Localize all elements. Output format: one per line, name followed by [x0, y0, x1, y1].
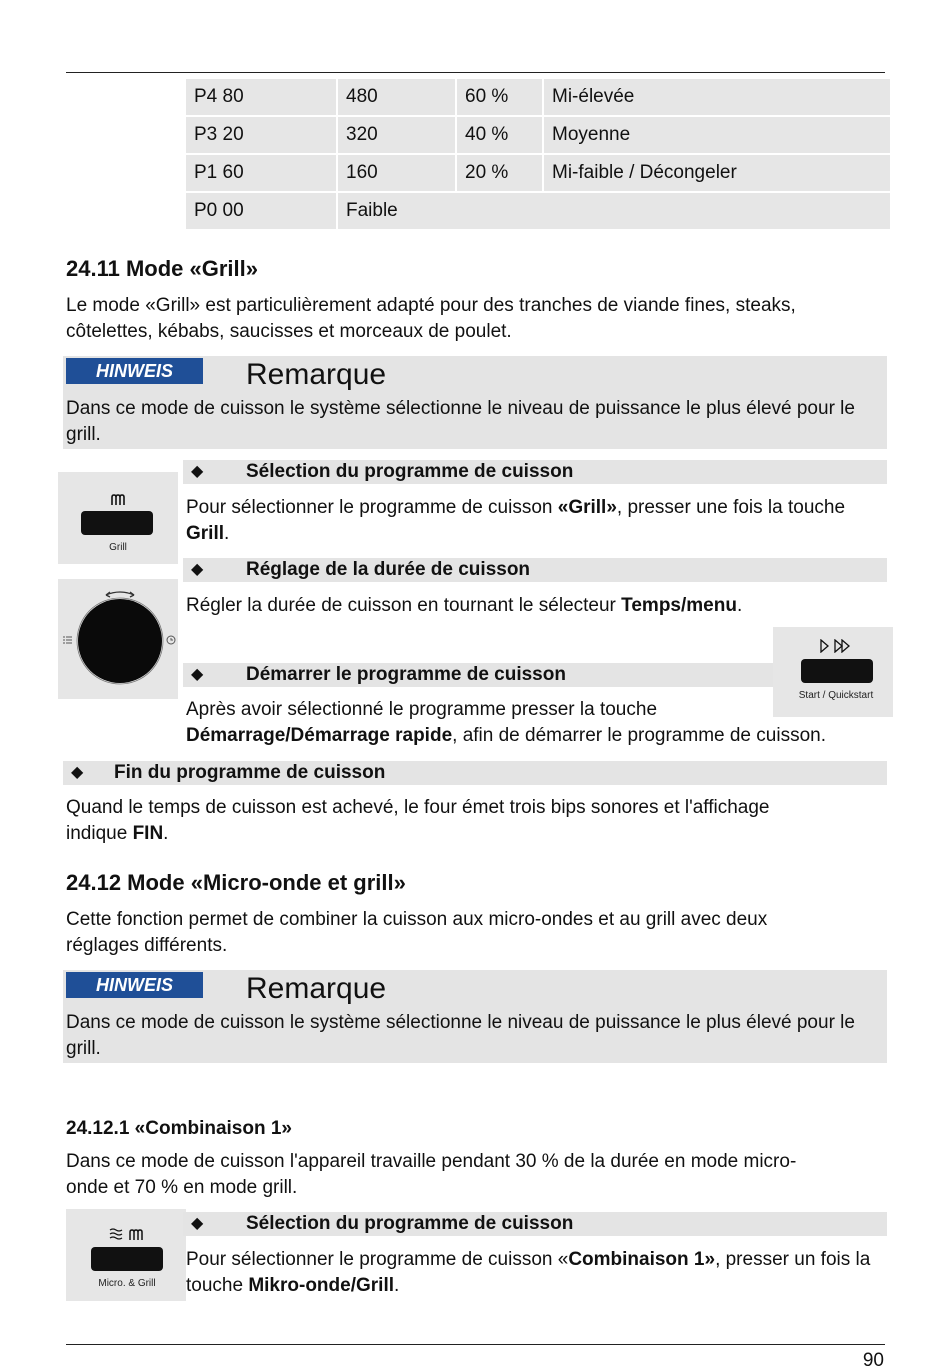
grill-icon	[110, 494, 126, 506]
note-text: Dans ce mode de cuisson le système sélectionne le niveau de puissance le plus élevé pour le grill.	[66, 398, 855, 445]
table-cell: Mi-faible / Décongeler	[544, 155, 890, 191]
text-bold: Démarrage/Démarrage rapide	[186, 725, 453, 746]
grill-intro	[66, 293, 866, 345]
text-line: réglages différents.	[66, 935, 228, 956]
table-cell: P1 60	[186, 155, 336, 191]
text-bold: Grill	[186, 523, 225, 544]
text-line: onde et 70 % en mode grill.	[66, 1177, 298, 1198]
table-cell: 480	[338, 79, 455, 115]
text-span: Pour sélectionner le programme de cuisson «	[186, 1249, 569, 1270]
hinweis-badge: HINWEIS	[66, 358, 203, 384]
page-number: 90	[862, 1350, 884, 1371]
text-bold: «Grill»	[557, 497, 617, 518]
step-bar-end-program	[63, 761, 887, 785]
note-title: Remarque	[246, 972, 387, 1005]
grill-intro-line-1: Le mode «Grill» est particulièrement adapté pour des tranches de viande fines, steaks,	[66, 295, 796, 316]
grill-intro-line-2: côtelettes, kébabs, saucisses et morceaux de poulet.	[66, 321, 512, 342]
step-bar-start-program	[183, 663, 774, 687]
section-heading-grill: 24.11 Mode «Grill»	[66, 256, 258, 281]
table-cell: 320	[338, 117, 455, 153]
text-span: , presser une fois la touche	[616, 497, 846, 518]
table-row	[186, 155, 890, 191]
step-bar-select-program-combo	[183, 1212, 887, 1236]
table-cell: P3 20	[186, 117, 336, 153]
note-box-micro-grill	[63, 970, 887, 1063]
step-text-select-program	[186, 495, 866, 547]
diamond-bullet-icon: ◆	[191, 666, 204, 683]
section-heading-micro-grill: 24.12 Mode «Micro-onde et grill»	[66, 870, 406, 895]
start-button-caption: Start / Quickstart	[798, 690, 874, 701]
text-bold: Temps/menu	[621, 595, 737, 616]
text-span: .	[394, 1275, 400, 1296]
table-cell: Faible	[338, 193, 890, 229]
step-text-set-time	[186, 593, 866, 619]
diamond-bullet-icon: ◆	[71, 764, 84, 781]
step-label: Fin du programme de cuisson	[114, 762, 386, 783]
diamond-bullet-icon: ◆	[191, 1215, 204, 1232]
micro-grill-intro	[66, 907, 866, 959]
text-line	[186, 723, 886, 749]
step-text-start-program	[186, 697, 886, 749]
grill-button-caption: Grill	[109, 542, 127, 553]
diamond-bullet-icon: ◆	[191, 463, 204, 480]
text-span: .	[736, 595, 743, 616]
micro-grill-button-caption: Micro. & Grill	[98, 1278, 156, 1289]
table-row	[186, 79, 890, 115]
time-menu-dial-icon	[58, 579, 178, 699]
text-line: Quand le temps de cuisson est achevé, le four émet trois bips sonores et l'affichage	[66, 797, 770, 818]
table-cell: P4 80	[186, 79, 336, 115]
text-line: Cette fonction permet de combiner la cuisson aux micro-ondes et au grill avec deux	[66, 909, 768, 930]
text-span: .	[163, 823, 169, 844]
power-level-table	[184, 77, 892, 231]
bottom-rule	[66, 1344, 885, 1345]
table-cell: P0 00	[186, 193, 336, 229]
text-bold: Mikro-onde/Grill	[248, 1275, 395, 1296]
grill-button-illustration	[58, 472, 178, 564]
text-span: .	[224, 523, 230, 544]
table-row	[186, 193, 890, 229]
text-span: Régler la durée de cuisson en tournant le sélecteur	[186, 595, 622, 616]
text-span: Pour sélectionner le programme de cuisson	[186, 497, 558, 518]
note-title: Remarque	[246, 358, 387, 391]
start-quickstart-button	[801, 659, 873, 683]
start-quickstart-icon	[819, 639, 853, 653]
hinweis-badge: HINWEIS	[66, 972, 203, 998]
micro-grill-button-illustration	[66, 1209, 186, 1301]
text-bold: FIN	[132, 823, 164, 844]
text-span: , presser un fois la touche	[186, 1249, 871, 1296]
note-box-grill	[63, 356, 887, 449]
dial-illustration	[58, 579, 178, 699]
table-cell: Moyenne	[544, 117, 890, 153]
text-line	[66, 821, 866, 847]
step-bar-select-program	[183, 460, 887, 484]
text-span: , afin de démarrer le programme de cuisson.	[452, 725, 826, 746]
text-line: Après avoir sélectionné le programme presser la touche	[186, 699, 658, 720]
step-label: Démarrer le programme de cuisson	[246, 664, 566, 685]
table-cell: 40 %	[457, 117, 542, 153]
text-bold: Combinaison 1»	[568, 1249, 716, 1270]
table-cell: 20 %	[457, 155, 542, 191]
table-row	[186, 117, 890, 153]
note-text: Dans ce mode de cuisson le système sélectionne le niveau de puissance le plus élevé pour le grill.	[66, 1012, 855, 1059]
table-cell: 160	[338, 155, 455, 191]
combination-1-intro	[66, 1149, 866, 1201]
table-cell: 60 %	[457, 79, 542, 115]
subsection-heading-combination-1: 24.12.1 «Combinaison 1»	[66, 1118, 292, 1139]
text-span: indique	[66, 823, 133, 844]
table-cell: Mi-élevée	[544, 79, 890, 115]
diamond-bullet-icon: ◆	[191, 561, 204, 578]
grill-button	[81, 511, 153, 535]
top-rule	[66, 72, 885, 73]
step-text-select-program-combo	[186, 1247, 876, 1299]
step-label: Sélection du programme de cuisson	[246, 461, 574, 482]
text-line: Dans ce mode de cuisson l'appareil travaille pendant 30 % de la durée en mode micro-	[66, 1151, 797, 1172]
micro-grill-button	[91, 1247, 163, 1271]
step-label: Sélection du programme de cuisson	[246, 1213, 574, 1234]
step-label: Réglage de la durée de cuisson	[246, 559, 531, 580]
micro-grill-icon	[108, 1227, 148, 1241]
step-text-end-program	[66, 795, 866, 847]
step-bar-set-time	[183, 558, 887, 582]
